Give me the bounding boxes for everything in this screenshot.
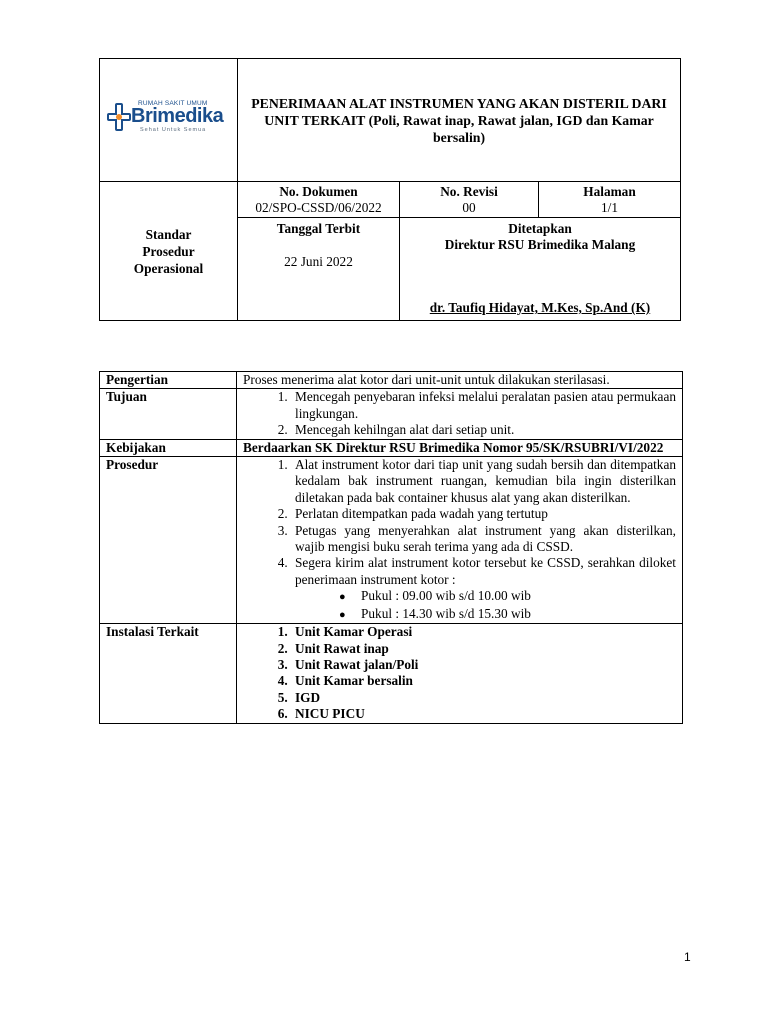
tujuan-list bbox=[243, 389, 676, 438]
kebijakan-label: Kebijakan bbox=[100, 439, 237, 456]
page-number: 1 bbox=[684, 950, 691, 964]
list-item: 4. Segera kirim alat instrument kotor tersebut ke CSSD, serahkan diloket penerimaan instrument kotor : ● Pukul : 09.00 wib s/d 10.00 wib ● Pukul : 14.30 wib s/d 15.30 wib bbox=[291, 555, 676, 623]
prosedur-list bbox=[243, 457, 676, 623]
issue-date-cell bbox=[238, 218, 400, 321]
approval-by: Direktur RSU Brimedika Malang bbox=[444, 237, 636, 252]
list-item: 2. Mencegah kehilngan alat dari setiap unit. bbox=[291, 422, 676, 438]
list-item: 3. Petugas yang menyerahkan alat instrument yang akan disterilkan, wajib mengisi buku serah terima yang ada di CSSD. bbox=[291, 523, 676, 556]
list-item: 2. Unit Rawat inap bbox=[291, 641, 676, 657]
tujuan-list-cell bbox=[237, 389, 683, 439]
issue-date-label: Tanggal Terbit bbox=[276, 221, 361, 236]
revision-cell bbox=[400, 182, 539, 218]
schedule-item: ● Pukul : 09.00 wib s/d 10.00 wib bbox=[357, 588, 676, 605]
prosedur-label: Prosedur bbox=[100, 457, 237, 624]
list-item: 1. Mencegah penyebaran infeksi melalui peralatan pasien atau permukaan lingkungan. bbox=[291, 389, 676, 422]
list-item: 1. Unit Kamar Operasi bbox=[291, 624, 676, 640]
logo-name: Brimedika bbox=[131, 105, 224, 127]
revision-value: 00 bbox=[462, 200, 476, 215]
page-value: 1/1 bbox=[601, 200, 618, 215]
instalasi-label: Instalasi Terkait bbox=[100, 624, 237, 723]
kebijakan-text: Berdaarkan SK Direktur RSU Brimedika Nomor 95/SK/RSUBRI/VI/2022 bbox=[237, 439, 683, 456]
sop-body-table bbox=[99, 371, 683, 724]
approval-cell bbox=[400, 218, 681, 321]
page-label: Halaman bbox=[583, 184, 636, 199]
instalasi-list bbox=[243, 624, 676, 722]
doc-number-value: 02/SPO-CSSD/06/2022 bbox=[255, 200, 382, 215]
list-item: 4. Unit Kamar bersalin bbox=[291, 673, 676, 689]
sop-header-table bbox=[99, 58, 681, 321]
list-item: 2. Perlatan ditempatkan pada wadah yang tertutup bbox=[291, 506, 676, 522]
doc-number-cell bbox=[238, 182, 400, 218]
signatory-name: dr. Taufiq Hidayat, M.Kes, Sp.And (K) bbox=[429, 300, 651, 315]
list-item: 3. Unit Rawat jalan/Poli bbox=[291, 657, 676, 673]
list-item: 1. Alat instrument kotor dari tiap unit yang sudah bersih dan ditempatkan kedalam bak instrument ruangan, kemudian bila ingin disterilkan diletakan pada bak container khusus alat yang akan disterilkan. bbox=[291, 457, 676, 506]
schedule-list bbox=[295, 588, 676, 623]
revision-label: No. Revisi bbox=[440, 184, 498, 199]
issue-date-value: 22 Juni 2022 bbox=[284, 254, 353, 269]
list-item: 6. NICU PICU bbox=[291, 706, 676, 722]
doc-number-label: No. Dokumen bbox=[279, 184, 358, 199]
logo-cell bbox=[100, 59, 238, 182]
sop-label: Standar Prosedur Operasional bbox=[100, 182, 238, 321]
logo-tagline: Sehat Untuk Semua bbox=[140, 127, 207, 133]
document-title: PENERIMAAN ALAT INSTRUMEN YANG AKAN DISTERIL DARI UNIT TERKAIT (Poli, Rawat inap, Rawat jalan, IGD dan Kamar bersalin) bbox=[238, 59, 681, 182]
approval-label: Ditetapkan bbox=[508, 221, 572, 236]
logo-small-text: RUMAH SAKIT UMUM bbox=[138, 100, 208, 107]
pengertian-label: Pengertian bbox=[100, 372, 237, 389]
instalasi-list-cell bbox=[237, 624, 683, 723]
pengertian-text: Proses menerima alat kotor dari unit-unit untuk dilakukan sterilasasi. bbox=[237, 372, 683, 389]
list-item: 5. IGD bbox=[291, 690, 676, 706]
page-cell bbox=[539, 182, 681, 218]
hospital-logo-icon bbox=[107, 103, 131, 131]
schedule-item: ● Pukul : 14.30 wib s/d 15.30 wib bbox=[357, 606, 676, 623]
prosedur-list-cell bbox=[237, 457, 683, 624]
tujuan-label: Tujuan bbox=[100, 389, 237, 439]
